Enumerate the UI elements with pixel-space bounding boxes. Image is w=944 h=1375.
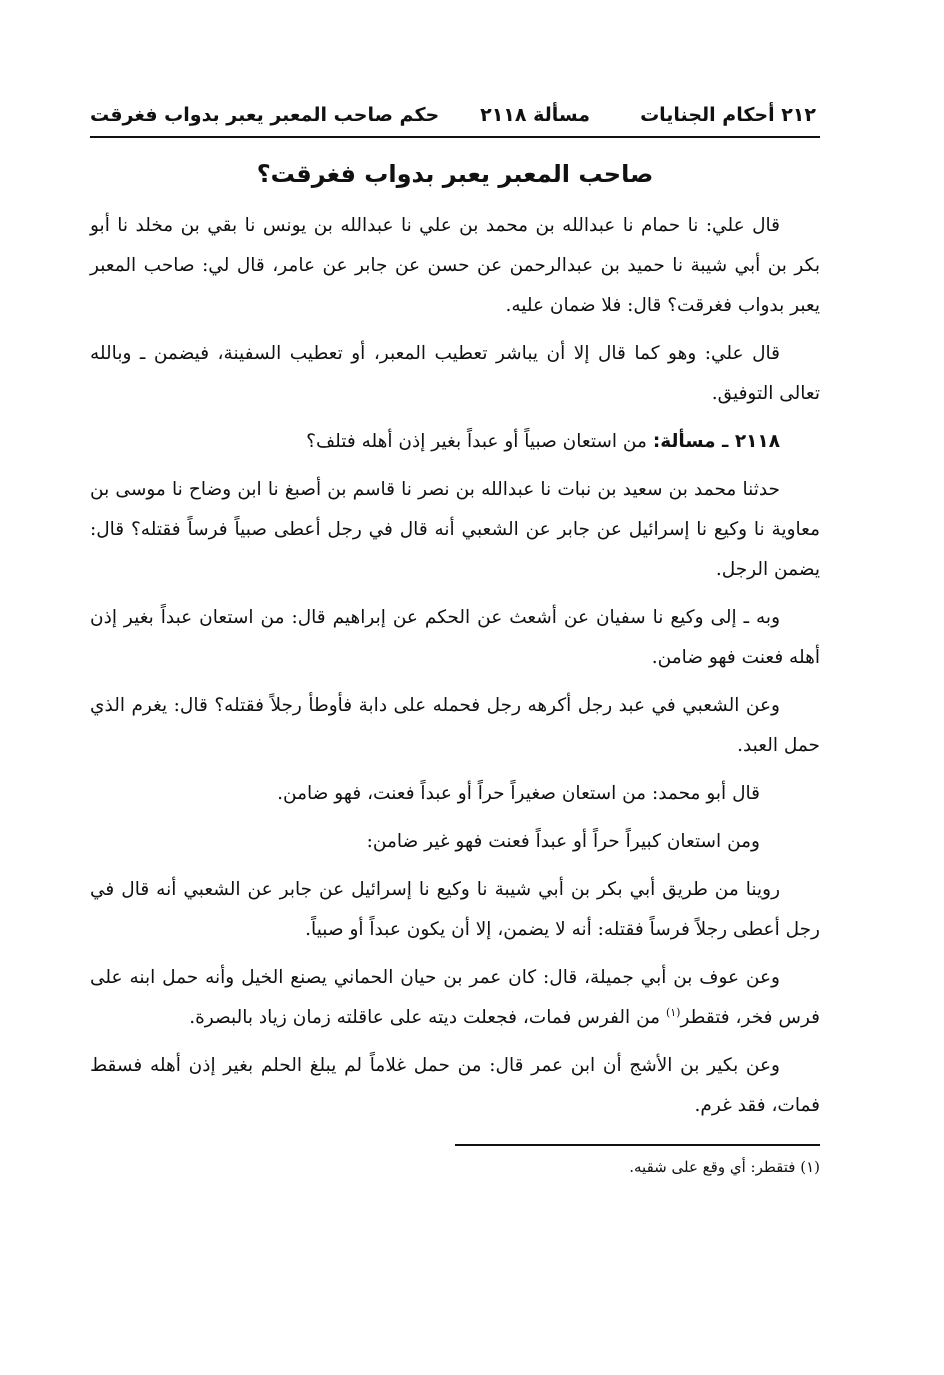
running-topic: حكم صاحب المعبر يعبر بدواب فغرقت — [90, 104, 440, 126]
issue-text: من استعان صبياً أو عبداً بغير إذن أهله فتلف؟ — [306, 431, 647, 452]
running-header — [90, 96, 820, 138]
section-title: صاحب المعبر يعبر بدواب فغرقت؟ — [256, 160, 654, 188]
paragraph: روينا من طريق أبي بكر بن أبي شيبة نا وكيع نا إسرائيل عن جابر عن الشعبي أنه قال في رجل أعطى رجلاً فرساً فقتله: أنه لا يضمن، إلا أن يكون عبداً أو صبياً. — [90, 879, 820, 940]
book-page — [90, 96, 820, 1182]
paragraph: وبه ـ إلى وكيع نا سفيان عن أشعث عن الحكم عن إبراهيم قال: من استعان عبداً بغير إذن أهله فعنت فهو ضامن. — [90, 607, 820, 668]
paragraph-text: وعن عوف بن أبي جميلة، قال: كان عمر بن حيان الحماني يصنع الخيل وأنه حمل ابنه على فرس فخر، فتقطر — [90, 967, 820, 1028]
footnote: (١) فتقطر: أي وقع على شقيه. — [629, 1158, 820, 1176]
paragraph: قال علي: نا حمام نا عبدالله بن محمد بن علي نا عبدالله بن يونس نا بقي بن مخلد نا أبو بكر بن أبي شيبة نا حميد بن عبدالرحمن عن حسن عن جابر عن عامر، قال لي: صاحب المعبر يعبر بدواب فغرقت؟ قال: فلا ضمان عليه. — [90, 215, 820, 316]
paragraph: قال أبو محمد: من استعان صغيراً حراً أو عبداً فعنت، فهو ضامن. — [277, 783, 760, 804]
paragraph-with-footnote — [90, 958, 820, 1038]
paragraph-text: من الفرس فمات، فجعلت ديته على عاقلته زمان زياد بالبصرة. — [189, 1007, 666, 1028]
issue-number: مسألة ٢١١٨ — [480, 104, 590, 126]
paragraph: قال علي: وهو كما قال إلا أن يباشر تعطيب المعبر، أو تعطيب السفينة، فيضمن ـ وبالله تعالى التوفيق. — [90, 343, 820, 404]
issue-paragraph — [90, 422, 820, 462]
paragraph: وعن الشعبي في عبد رجل أكرهه رجل فحمله على دابة فأوطأ رجلاً فقتله؟ قال: يغرم الذي حمل العبد. — [90, 695, 820, 756]
issue-label: ٢١١٨ ـ مسألة: — [652, 431, 780, 452]
page-number-and-book-title: ٢١٢ أحكام الجنايات — [640, 104, 816, 126]
paragraph: وعن بكير بن الأشج أن ابن عمر قال: من حمل غلاماً لم يبلغ الحلم بغير إذن أهله فسقط فمات، فقد غرم. — [90, 1055, 820, 1116]
paragraph: ومن استعان كبيراً حراً أو عبداً فعنت فهو غير ضامن: — [366, 831, 760, 852]
footnote-divider — [455, 1144, 820, 1146]
footnote-marker: (١) — [665, 1005, 681, 1019]
paragraph: حدثنا محمد بن سعيد بن نبات نا عبدالله بن نصر نا قاسم بن أصبغ نا ابن وضاح نا موسى بن معاوية نا وكيع نا إسرائيل عن جابر عن الشعبي أنه قال في رجل أعطى صبياً فرساً فقتله؟ قال: يضمن الرجل. — [90, 479, 820, 580]
